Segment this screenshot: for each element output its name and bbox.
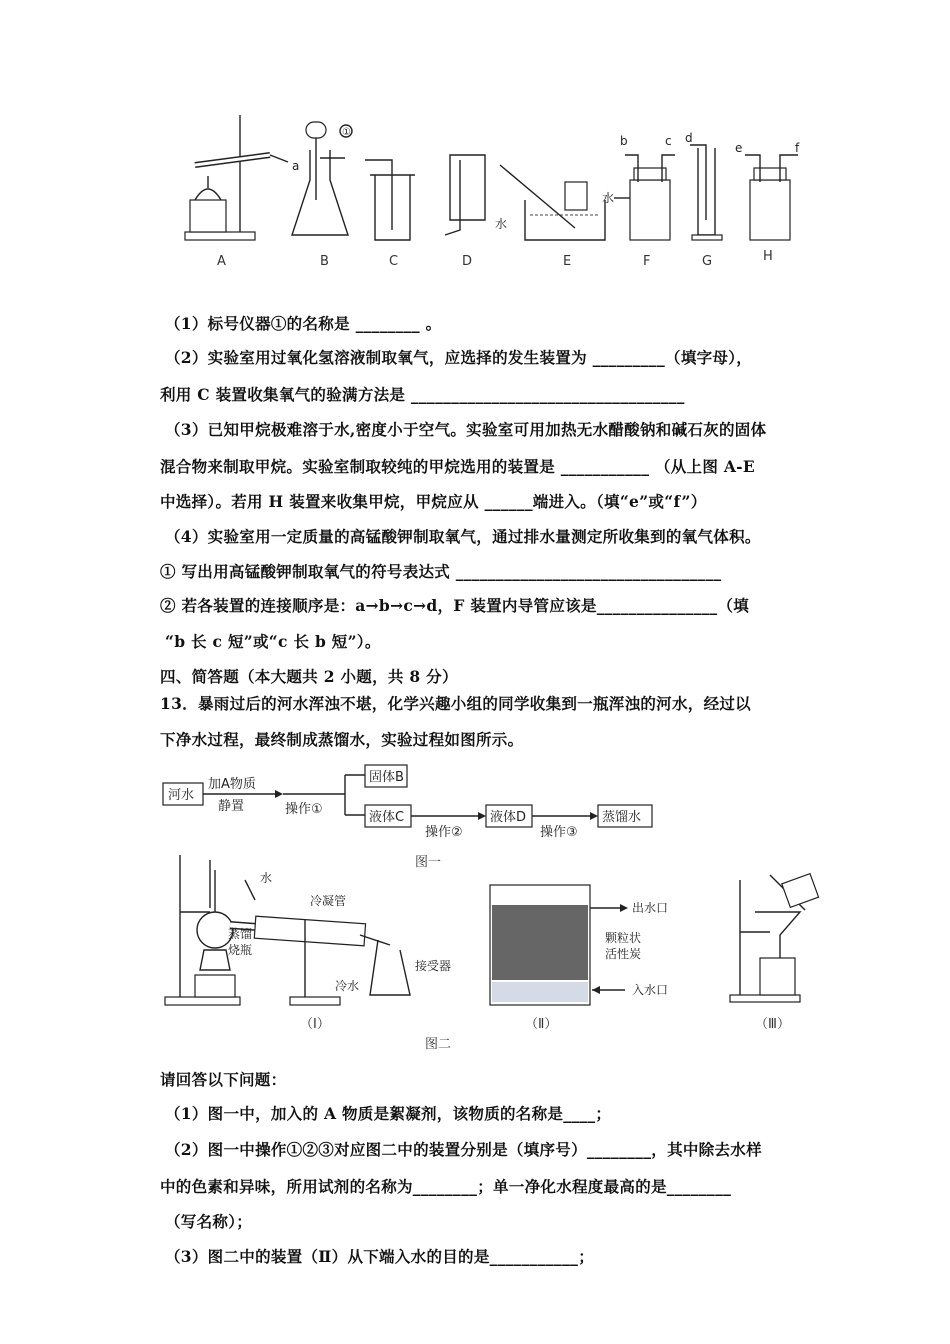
- q12-line-2: （2）实验室用过氧化氢溶液制取氧气，应选择的发生装置为 _________（填字母），: [165, 348, 753, 367]
- fig2-condenser: 冷凝管: [310, 894, 347, 908]
- question-3: （3）图二中的装置（Ⅱ）从下端入水的目的是___________；: [165, 1247, 594, 1266]
- flow-river: 河水: [168, 788, 195, 803]
- apparatus-a: [185, 115, 299, 240]
- fig2-receiver: 接受器: [415, 959, 452, 973]
- questions-intro: 请回答以下问题：: [160, 1070, 287, 1089]
- fig2-caption-1: （Ⅰ）: [300, 1017, 330, 1032]
- question-2a: （2）图一中操作①②③对应图二中的装置分别是（填序号）________，其中除去水样: [165, 1140, 762, 1159]
- mark-e: e: [735, 141, 743, 155]
- label-h: H: [763, 249, 773, 264]
- question-2b: 中的色素和异味，所用试剂的名称为________；单一净化水程度最高的是________: [160, 1177, 732, 1196]
- flow-settle: 静置: [218, 799, 245, 814]
- fig1-caption: 图一: [415, 855, 442, 870]
- fig2-carbon-1: 颗粒状: [605, 931, 642, 945]
- apparatus-figure: [170, 110, 810, 275]
- question-1: （1）图一中，加入的 A 物质是絮凝剂，该物质的名称是____；: [165, 1104, 612, 1123]
- label-a: A: [217, 254, 226, 269]
- q13-line-1: 13．暴雨过后的河水浑浊不堪，化学兴趣小组的同学收集到一瓶浑浊的河水，经过以: [160, 694, 751, 713]
- flow-distilled: 蒸馏水: [602, 810, 642, 825]
- label-d: D: [462, 254, 473, 269]
- fig2-caption-3: （Ⅲ）: [755, 1017, 790, 1032]
- apparatus-b: [292, 122, 352, 235]
- fig2-caption-2: （Ⅱ）: [525, 1017, 558, 1032]
- flow-op1: 操作①: [285, 802, 323, 817]
- flow-add-a: 加A物质: [208, 777, 256, 792]
- fig2-coldwater: 冷水: [335, 979, 360, 993]
- q12-line-8: ① 写出用高锰酸钾制取氧气的符号表达式 _________________________________: [160, 562, 722, 581]
- mark-circle1: ①: [342, 127, 351, 138]
- fig2-flask-1: 蒸馏: [228, 927, 253, 941]
- mark-d: d: [685, 131, 693, 145]
- apparatus-f: [602, 134, 675, 240]
- label-b: B: [320, 254, 329, 269]
- mark-c: c: [665, 134, 672, 148]
- apparatus-e: [495, 165, 605, 240]
- q12-line-10: “b 长 c 短”或“c 长 b 短”）。: [165, 632, 381, 651]
- mark-water-f: 水: [602, 191, 615, 205]
- mark-water-e: 水: [495, 217, 508, 231]
- section-title: 四、简答题（本大题共 2 小题，共 8 分）: [160, 667, 458, 686]
- fig2-water: 水: [260, 871, 273, 885]
- question-2c: （写名称）；: [165, 1212, 253, 1231]
- q12-line-9: ② 若各装置的连接顺序是：a→b→c→d，F 装置内导管应该是_______________（填: [160, 596, 750, 615]
- apparatus-h: [735, 141, 800, 240]
- q12-line-5: 混合物来制取甲烷。实验室制取较纯的甲烷选用的装置是 ___________ （从上图 A-E: [160, 457, 756, 476]
- fig2-carbon-2: 活性炭: [605, 947, 642, 961]
- q12-line-1: （1）标号仪器①的名称是 ________ 。: [165, 314, 442, 333]
- carbon-filter-apparatus: [490, 885, 668, 1032]
- flow-liquid-d: 液体D: [490, 810, 527, 825]
- flow-op2: 操作②: [425, 825, 463, 840]
- fig2-flask-2: 烧瓶: [228, 943, 253, 957]
- mark-b: b: [620, 134, 628, 148]
- label-c: C: [389, 254, 399, 269]
- label-e: E: [563, 254, 572, 269]
- q13-line-2: 下净水过程，最终制成蒸馏水，实验过程如图所示。: [160, 730, 524, 749]
- q12-line-3: 利用 C 装置收集氧气的验满方法是 __________________________________: [160, 385, 685, 404]
- fig2-caption: 图二: [425, 1037, 452, 1050]
- fig2-inlet: 入水口: [632, 983, 669, 997]
- flow-solid-b: 固体B: [369, 770, 404, 785]
- apparatus-c: [365, 160, 415, 240]
- fig2-outlet: 出水口: [632, 901, 669, 915]
- figure-two: [160, 850, 820, 1050]
- apparatus-d: [445, 155, 485, 235]
- apparatus-g: [685, 131, 722, 240]
- mark-f: f: [795, 141, 800, 155]
- label-f: F: [643, 254, 651, 269]
- q12-line-4: （3）已知甲烷极难溶于水,密度小于空气。实验室可用加热无水醋酸钠和碱石灰的固体: [165, 420, 767, 439]
- filtration-apparatus: [730, 874, 819, 1032]
- flow-liquid-c: 液体C: [369, 810, 405, 825]
- distillation-apparatus: [165, 855, 451, 1032]
- flow-op3: 操作③: [540, 825, 578, 840]
- label-g: G: [702, 254, 713, 269]
- mark-a: a: [292, 159, 300, 173]
- q12-line-7: （4）实验室用一定质量的高锰酸钾制取氧气，通过排水量测定所收集到的氧气体积。: [165, 527, 761, 546]
- q12-line-6: 中选择）。若用 H 装置来收集甲烷，甲烷应从 ______端进入。（填“e”或“f”）: [160, 492, 707, 511]
